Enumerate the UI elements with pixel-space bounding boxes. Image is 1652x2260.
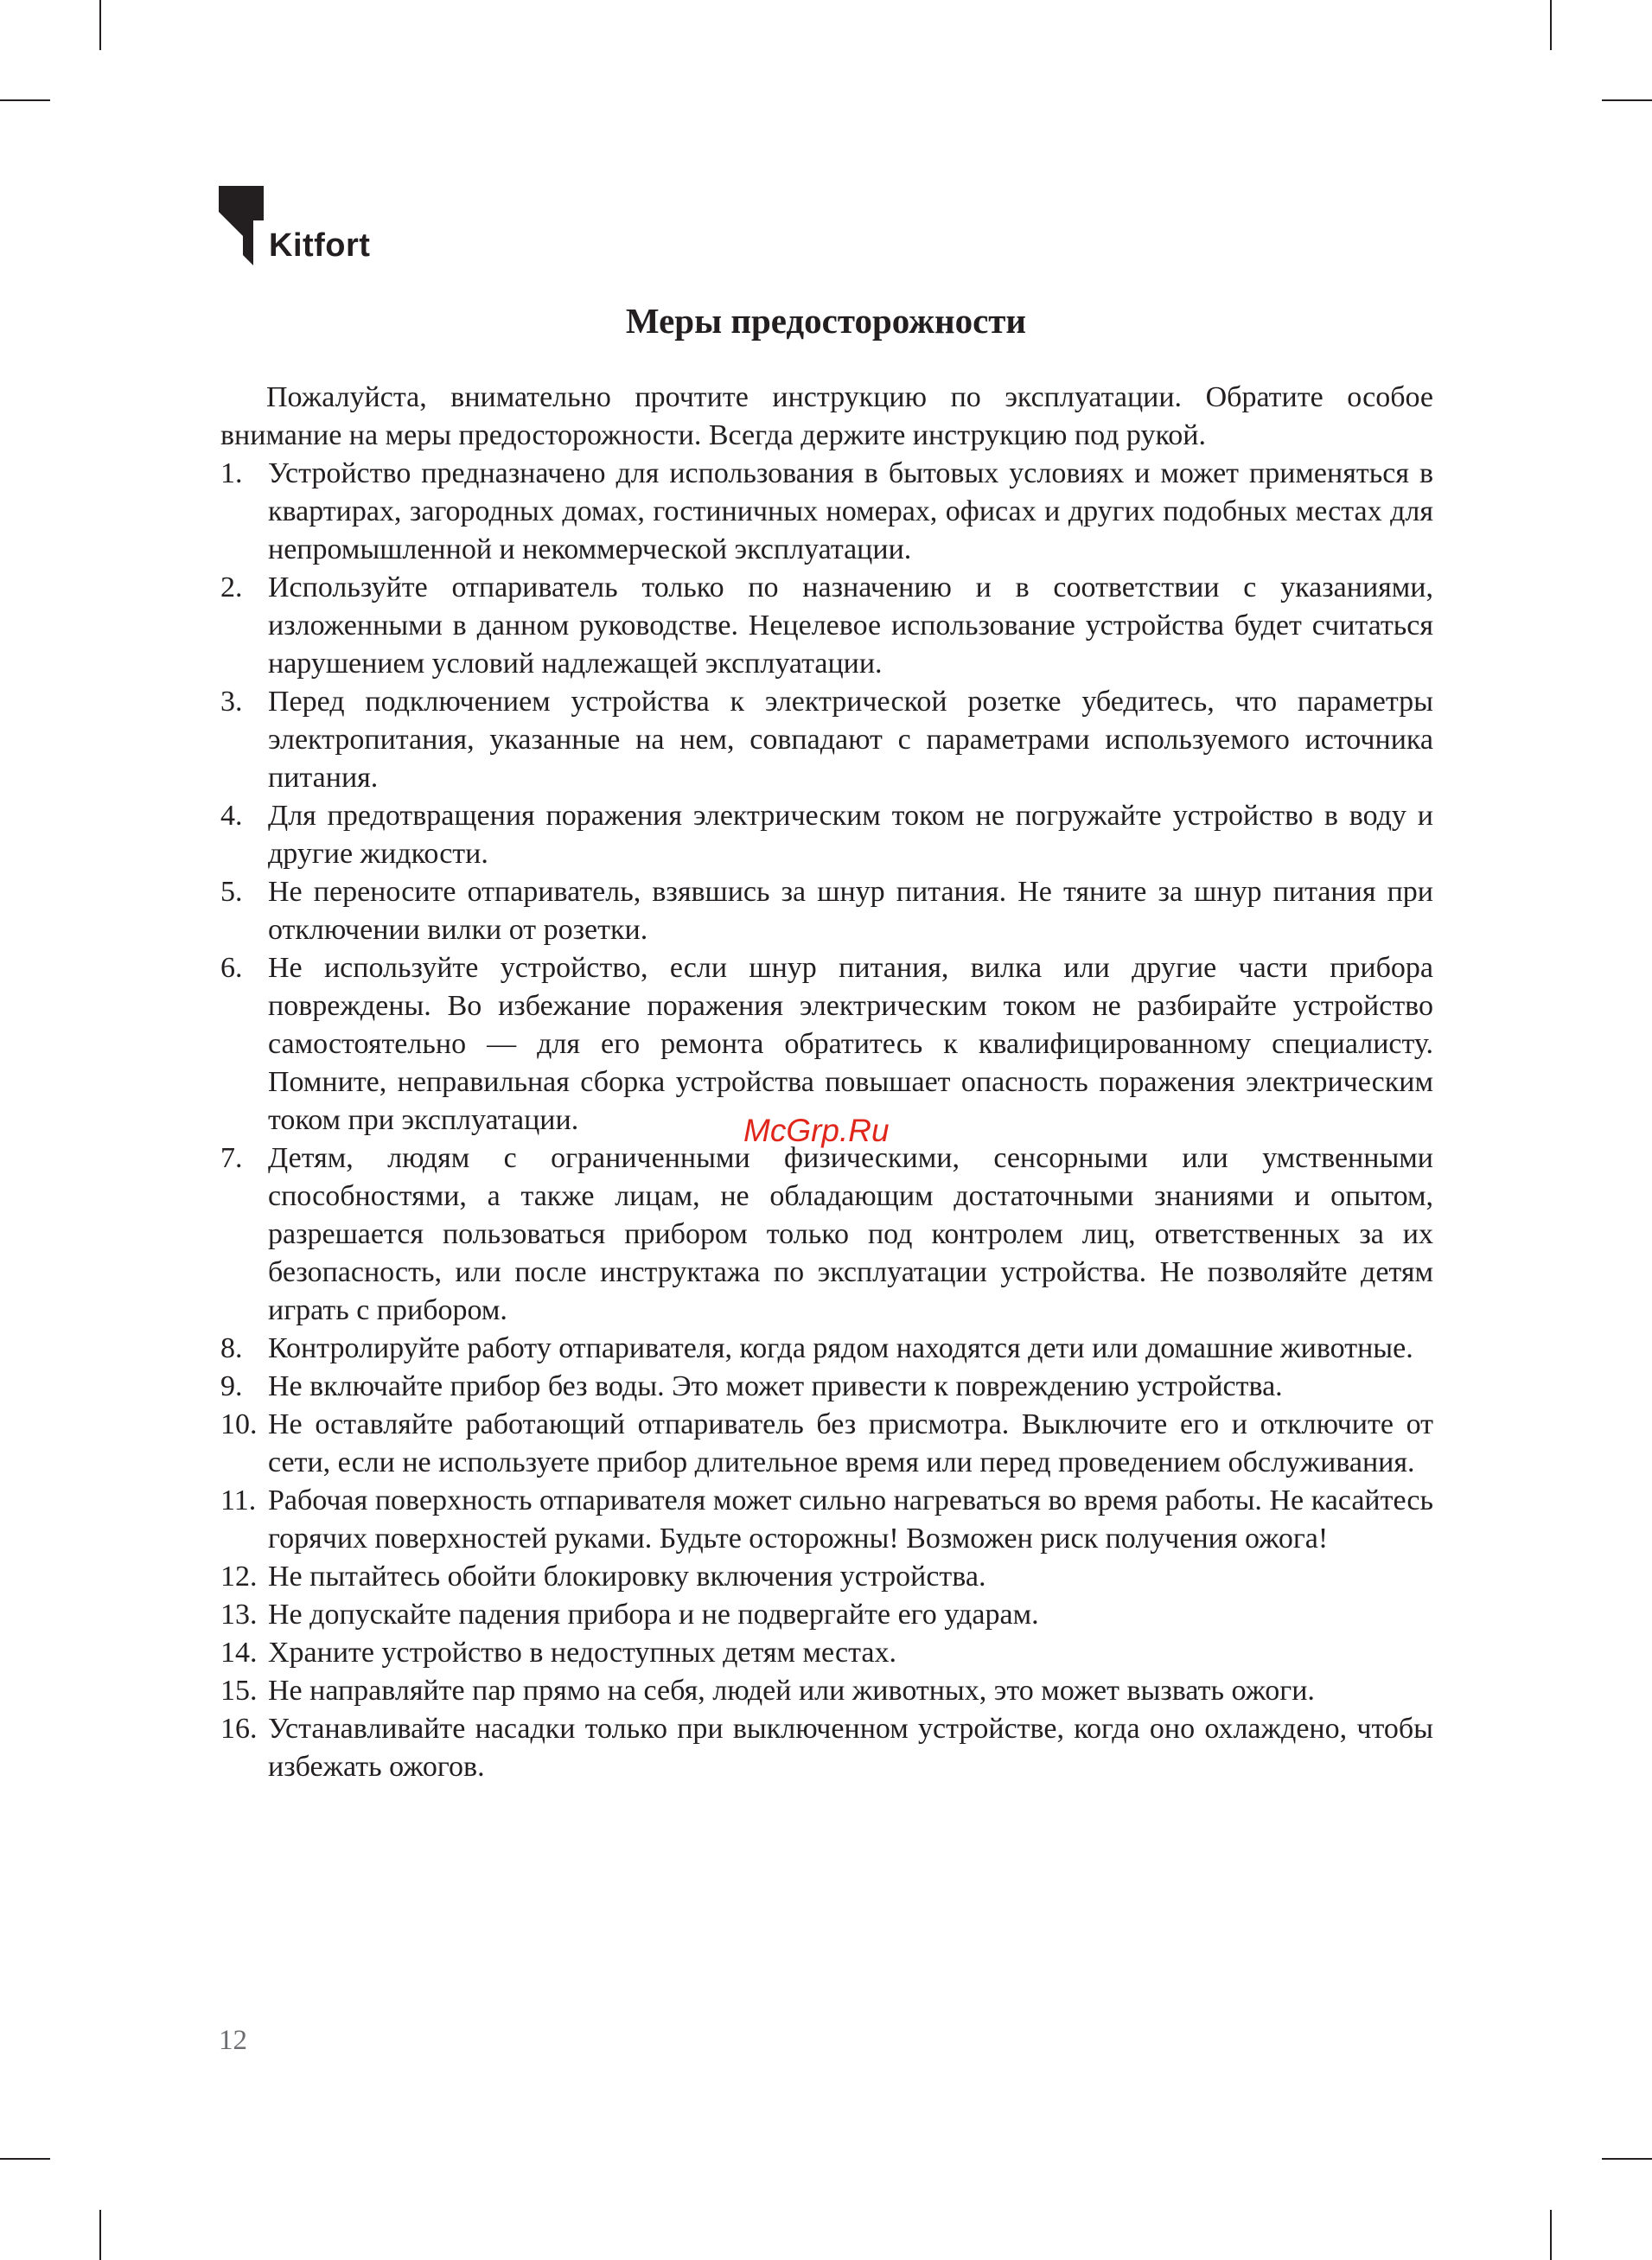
item-text: Не переносите отпариватель, взявшись за шнур питания. Не тяните за шнур питания при отключении вилки от розетки. bbox=[268, 876, 1433, 946]
page-title: Меры предосторожности bbox=[625, 301, 1027, 341]
item-text: Не оставляйте работающий отпариватель без присмотра. Выключите его и отключите от сети, если не используете прибор длительное время или перед проведением обслуживания. bbox=[268, 1408, 1433, 1478]
item-number: 3. bbox=[220, 686, 243, 718]
item-number: 11. bbox=[220, 1484, 257, 1516]
list-item bbox=[220, 873, 1433, 949]
crop-mark-bottom-left-horizontal bbox=[0, 2158, 50, 2160]
brand-name: Kitfort bbox=[269, 227, 371, 264]
list-item bbox=[220, 1558, 1433, 1596]
item-number: 1. bbox=[220, 457, 243, 489]
item-number: 8. bbox=[220, 1332, 243, 1364]
item-number: 13. bbox=[220, 1599, 258, 1631]
item-text: Храните устройство в недоступных детям местах. bbox=[268, 1637, 896, 1669]
item-number: 6. bbox=[220, 952, 243, 984]
item-text: Используйте отпариватель только по назначению и в соответствии с указаниями, изложенными в данном руководстве. Нецелевое использование устройства будет считаться нарушением условий надлежащей эксплуатации. bbox=[268, 571, 1433, 680]
brand-logo bbox=[219, 186, 392, 272]
crop-mark-bottom-right-horizontal bbox=[1602, 2158, 1652, 2160]
item-text: Устанавливайте насадки только при выключенном устройстве, когда оно охлаждено, чтобы избежать ожогов. bbox=[268, 1713, 1433, 1783]
crop-mark-bottom-right-vertical bbox=[1550, 2210, 1552, 2260]
item-text: Детям, людям с ограниченными физическими, сенсорными или умственными способностями, а также лицам, не обладающим достаточными знаниями и опытом, разрешается пользоваться прибором только под контролем лиц, ответственных за их безопасность, или после инструктажа по эксплуатации устройства. Не позволяйте детям играть с прибором. bbox=[268, 1142, 1433, 1326]
item-text: Не направляйте пар прямо на себя, людей или животных, это может вызвать ожоги. bbox=[268, 1675, 1315, 1707]
crop-mark-top-right-horizontal bbox=[1602, 99, 1652, 101]
crop-mark-top-left-horizontal bbox=[0, 99, 50, 101]
page-number: 12 bbox=[219, 2025, 247, 2056]
list-item bbox=[220, 1140, 1433, 1330]
list-item bbox=[220, 1672, 1433, 1710]
item-number: 7. bbox=[220, 1142, 243, 1174]
list-item bbox=[220, 1368, 1433, 1406]
item-text: Перед подключением устройства к электрической розетке убедитесь, что параметры электропитания, указанные на нем, совпадают с параметрами используемого источника питания. bbox=[268, 686, 1433, 794]
item-text: Не допускайте падения прибора и не подвергайте его ударам. bbox=[268, 1599, 1039, 1631]
item-number: 14. bbox=[220, 1637, 258, 1669]
item-text: Для предотвращения поражения электрическим током не погружайте устройство в воду и другие жидкости. bbox=[268, 800, 1433, 870]
crop-mark-top-left-vertical bbox=[99, 0, 101, 50]
list-item bbox=[220, 949, 1433, 1140]
list-item bbox=[220, 1634, 1433, 1672]
watermark: McGrp.Ru bbox=[743, 1113, 890, 1148]
item-text: Контролируйте работу отпаривателя, когда рядом находятся дети или домашние животные. bbox=[268, 1332, 1413, 1364]
list-item bbox=[220, 455, 1433, 569]
item-number: 16. bbox=[220, 1713, 258, 1745]
list-item bbox=[220, 1710, 1433, 1786]
list-item bbox=[220, 683, 1433, 797]
item-text: Не используйте устройство, если шнур питания, вилка или другие части прибора повреждены. Во избежание поражения электрическим током не разбирайте устройство самостоятельно — для его ремонта обратитесь к квалифицированному специалисту. Помните, неправильная сборка устройства повышает опасность поражения электрическим током при эксплуатации. bbox=[268, 952, 1433, 1136]
item-number: 15. bbox=[220, 1675, 258, 1707]
crop-mark-bottom-left-vertical bbox=[99, 2210, 101, 2260]
list-item bbox=[220, 1330, 1433, 1368]
item-text: Не включайте прибор без воды. Это может привести к повреждению устройства. bbox=[268, 1370, 1283, 1402]
item-number: 9. bbox=[220, 1370, 243, 1402]
list-item bbox=[220, 1482, 1433, 1558]
item-text: Рабочая поверхность отпаривателя может сильно нагреваться во время работы. Не касайтесь горячих поверхностей руками. Будьте осторожны! Возможен риск получения ожога! bbox=[268, 1484, 1433, 1555]
item-text: Не пытайтесь обойти блокировку включения устройства. bbox=[268, 1561, 986, 1593]
item-number: 12. bbox=[220, 1561, 258, 1593]
precautions-content bbox=[220, 379, 1433, 1786]
item-number: 5. bbox=[220, 876, 243, 908]
brand-logo-icon bbox=[219, 186, 264, 265]
crop-mark-top-right-vertical bbox=[1550, 0, 1552, 50]
item-number: 2. bbox=[220, 571, 243, 603]
item-number: 4. bbox=[220, 800, 243, 832]
list-item bbox=[220, 569, 1433, 683]
intro-paragraph: Пожалуйста, внимательно прочтите инструкцию по эксплуатации. Обратите особое внимание на меры предосторожности. Всегда держите инструкцию под рукой. bbox=[220, 381, 1433, 451]
list-item bbox=[220, 797, 1433, 873]
item-number: 10. bbox=[220, 1408, 258, 1440]
list-item bbox=[220, 1406, 1433, 1482]
item-text: Устройство предназначено для использования в бытовых условиях и может применяться в квартирах, загородных домах, гостиничных номерах, офисах и других подобных местах для непромышленной и некоммерческой эксплуатации. bbox=[268, 457, 1433, 565]
list-item bbox=[220, 1596, 1433, 1634]
